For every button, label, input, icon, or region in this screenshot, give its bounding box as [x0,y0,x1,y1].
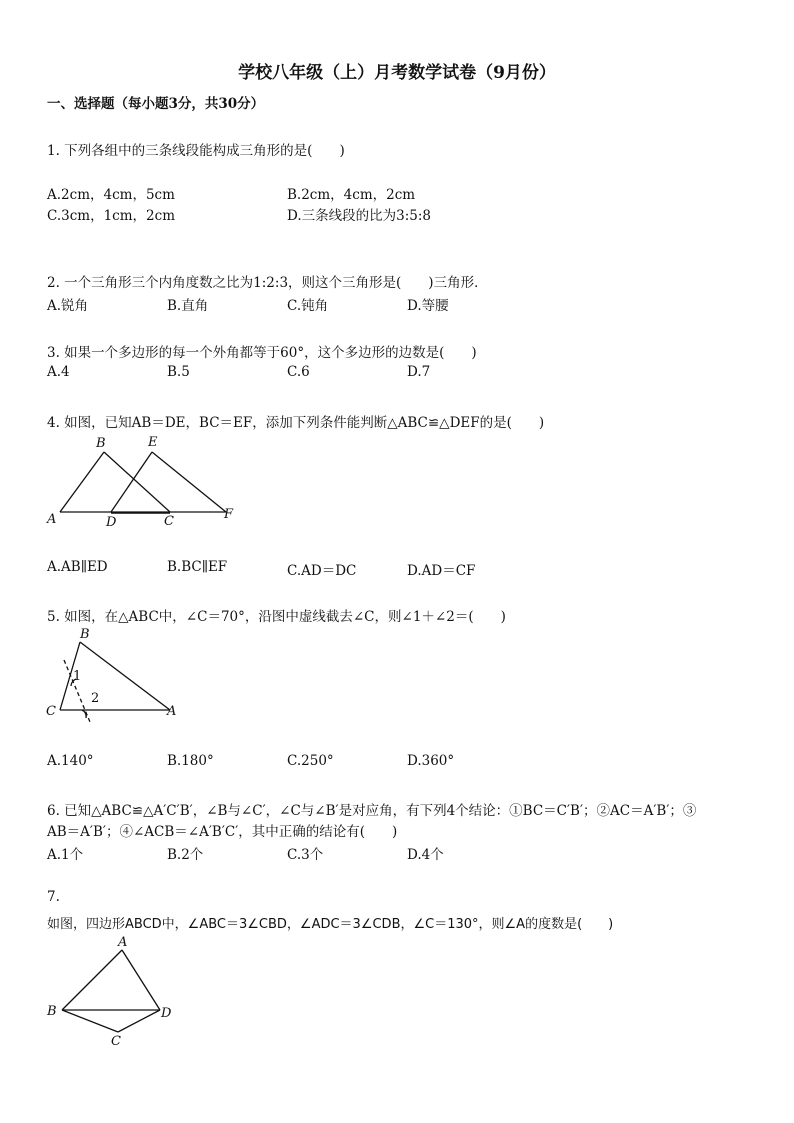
question-7-number: 7. [47,889,60,905]
question-1-option-d: D.三条线段的比为3:5:8 [287,208,431,224]
question-2-option-d: D.等腰 [407,298,449,314]
q5-label-2: 2 [91,691,100,706]
question-4-figure [44,430,244,530]
q7-label-b: B [47,1004,57,1019]
question-3-option-d: D.7 [407,364,431,380]
question-5-option-c: C.250° [287,753,334,769]
question-5-option-b: B.180° [167,753,214,769]
q4-label-f: F [224,507,234,522]
question-1-option-c: C.3cm，1cm，2cm [47,208,175,224]
question-3-option-a: A.4 [47,364,70,380]
question-2-option-a: A.锐角 [47,298,89,314]
question-3-stem: 3. 如果一个多边形的每一个外角都等于60°，这个多边形的边数是( ) [47,345,477,361]
question-4-option-b: B.BC∥EF [167,559,228,575]
q7-label-c: C [111,1034,121,1049]
page-title: 学校八年级（上）月考数学试卷（9月份） [238,63,556,83]
q5-label-a: A [167,704,177,719]
question-5-option-a: A.140° [47,753,94,769]
question-5-figure [44,622,194,727]
question-5-stem: 5. 如图，在△ABC中，∠C＝70°，沿图中虚线截去∠C，则∠1＋∠2＝( ) [47,609,506,625]
question-7-stem: 如图，四边形ABCD中，∠ABC＝3∠CBD，∠ADC＝3∠CDB，∠C＝130°，则∠A的度数是( ) [47,917,614,932]
question-6-option-b: B.2个 [167,847,204,863]
question-6-stem-line-2: AB＝A′B′；④∠ACB＝∠A′B′C′，其中正确的结论有( ) [47,824,398,840]
q4-label-d: D [106,515,117,530]
q7-label-d: D [161,1006,172,1021]
q5-label-b: B [80,627,90,642]
q7-label-a: A [118,935,128,950]
question-4-option-a: A.AB∥ED [47,559,108,575]
q4-label-c: C [164,514,174,529]
question-4-option-c: C.AD＝DC [287,563,357,579]
question-7-figure [44,932,194,1052]
question-2-option-b: B.直角 [167,298,209,314]
question-2-option-c: C.钝角 [287,298,329,314]
q5-label-c: C [46,704,56,719]
section-heading: 一、选择题（每小题3分，共30分） [47,96,265,112]
question-2-stem: 2. 一个三角形三个内角度数之比为1:2:3，则这个三角形是( )三角形． [47,275,488,291]
question-6-option-a: A.1个 [47,847,84,863]
question-6-option-d: D.4个 [407,847,444,863]
question-6-stem-line-1: 6. 已知△ABC≌△A′C′B′，∠B与∠C′，∠C与∠B′是对应角，有下列4个结论：①BC＝C′B′；②AC＝A′B′；③ [47,803,697,819]
question-1-option-b: B.2cm，4cm，2cm [287,187,416,203]
question-3-option-c: C.6 [287,364,310,380]
q4-label-e: E [148,435,158,450]
question-1-option-a: A.2cm，4cm，5cm [47,187,175,203]
q4-label-b: B [96,436,106,451]
q4-label-a: A [47,512,57,527]
question-4-option-d: D.AD＝CF [407,563,476,579]
question-3-option-b: B.5 [167,364,190,380]
question-5-option-d: D.360° [407,753,455,769]
q5-label-1: 1 [73,669,82,684]
question-6-option-c: C.3个 [287,847,324,863]
question-4-stem: 4. 如图，已知AB＝DE，BC＝EF，添加下列条件能判断△ABC≌△DEF的是( ) [47,415,545,431]
question-1-stem: 1. 下列各组中的三条线段能构成三角形的是( ) [47,143,345,159]
